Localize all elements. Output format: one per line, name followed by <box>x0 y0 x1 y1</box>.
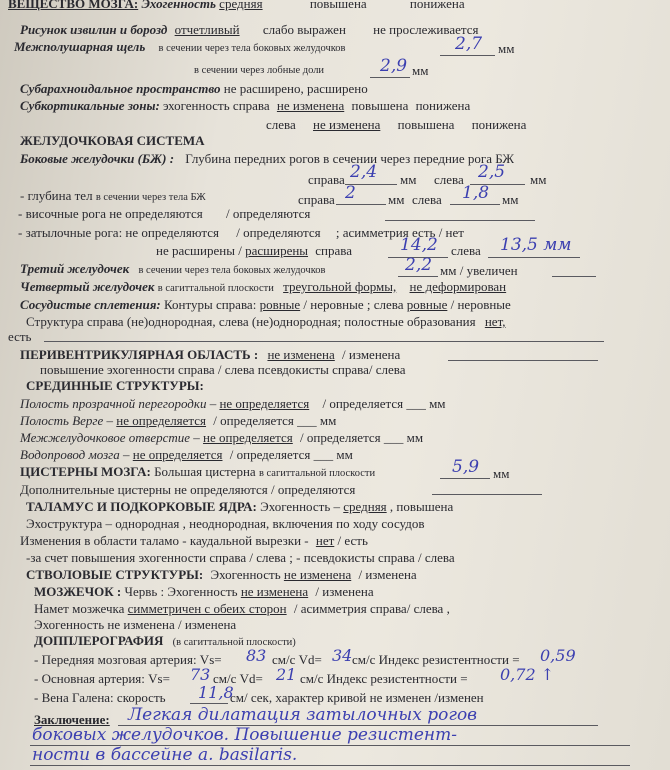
body-left-mm: мм <box>502 192 519 207</box>
fissure-value-1: 2,7 <box>455 34 483 54</box>
conclusion-line-3: ности в бассейне а. basilaris. <box>32 745 298 765</box>
cisterna-magna-section: в сагиттальной плоскости <box>258 468 376 479</box>
median-row-septum <box>20 396 446 411</box>
thalamus-increase: -за счет повышения эхогенности справа / слева ; - псевдокисты справа / слева <box>26 550 455 565</box>
echo-option-decreased: понижена <box>409 0 465 11</box>
subcortical-left-not-changed: не изменена <box>313 117 381 132</box>
temporal-line <box>385 220 535 221</box>
stem-row <box>26 567 417 582</box>
fissure-section-1: в сечении через тела боковых желудочков <box>158 43 346 54</box>
cerebellum-title: МОЗЖЕЧОК : <box>34 584 122 599</box>
occipital-asymmetry: ; асимметрия есть / нет <box>335 225 464 240</box>
periventricular-not-changed: не изменена <box>267 347 335 362</box>
body-right-label: справа <box>298 192 335 207</box>
third-ventricle-section: в сечении через тела боковых желудочков <box>138 265 326 276</box>
foramen-not-determined: не определяется <box>203 430 293 445</box>
third-ventricle-line <box>398 276 438 277</box>
brain-substance-row <box>8 0 465 11</box>
front-right-label: справа <box>308 172 345 187</box>
median-title: СРЕДИННЫЕ СТРУКТУРЫ: <box>26 378 204 393</box>
aqueduct-label: Водопровод мозга – <box>20 447 130 462</box>
cisterna-magna: Большая цистерна <box>154 464 256 479</box>
vermis-changed: / изменена <box>315 584 374 599</box>
occipital-right-label: справа <box>315 243 353 258</box>
thalamus-changes-label: Изменения в области таламо - каудальной вырезки - <box>20 533 309 548</box>
additional-cisterns-line <box>432 494 542 495</box>
thalamus-medium: средняя <box>343 499 387 514</box>
galen-value: 11,8 <box>198 683 234 702</box>
third-ventricle-value: 2,2 <box>405 255 433 275</box>
stem-changed: / изменена <box>358 567 417 582</box>
median-row-foramen <box>20 430 423 445</box>
brain-substance-title: ВЕЩЕСТВО МОЗГА: <box>8 0 139 11</box>
subcortical-right-increased: повышена <box>351 98 409 113</box>
subarachnoid-options: не расширено, расширено <box>223 81 368 96</box>
conclusion-rule-3 <box>30 765 630 766</box>
cisterns-title: ЦИСТЕРНЫ МОЗГА: <box>20 464 151 479</box>
plexus-right-smooth: ровные <box>259 297 301 312</box>
occipital-width-row <box>156 243 352 258</box>
subcortical-right: эхогенность справа <box>163 98 270 113</box>
fourth-ventricle-label: Четвертый желудочек <box>20 279 155 294</box>
third-ventricle-row <box>20 261 325 278</box>
subcortical-right-not-changed: не изменена <box>276 98 345 113</box>
conclusion-label: Заключение: <box>34 712 110 727</box>
cerebellum-echo: Эхогенность не изменена / изменена <box>34 617 237 632</box>
echo-option-increased: повышена <box>309 0 367 11</box>
gyri-option-weak: слабо выражен <box>262 22 346 37</box>
subarachnoid-row <box>20 81 368 96</box>
ba-vd-value: 21 <box>276 665 297 684</box>
body-right-line <box>336 204 386 205</box>
fourth-ventricle-section: в сагиттальной плоскости <box>157 283 274 294</box>
fourth-ventricle-row <box>20 279 506 296</box>
fissure-line-2 <box>370 77 410 78</box>
subcortical-right-decreased: понижена <box>415 98 471 113</box>
widened: расширены <box>245 243 309 258</box>
echo-option-medium: средняя <box>219 0 263 11</box>
subarachnoid-label: Субарахноидальное пространство <box>20 81 221 96</box>
thalamus-changes-row <box>20 533 368 548</box>
third-ventricle-label: Третий желудочек <box>20 261 130 276</box>
tent-row <box>34 601 450 616</box>
ventricular-title: ЖЕЛУДОЧКОВАЯ СИСТЕМА <box>20 133 205 148</box>
subcortical-left-increased: повышена <box>397 117 455 132</box>
aca-label: - Передняя мозговая артерия: Vs= <box>34 652 222 667</box>
vermis-label: Червь : Эхогенность <box>124 584 238 599</box>
occipital-left-label: слева <box>451 243 481 258</box>
front-left-label: слева <box>434 172 464 187</box>
front-right-value: 2,4 <box>350 162 378 182</box>
galen-rest: см/ сек, характер кривой не изменен /изменен <box>230 690 484 705</box>
verga-rest: / определяется ___ мм <box>213 413 337 428</box>
front-depth-label: Глубина передних рогов в сечении через передние рога БЖ <box>185 151 515 166</box>
plexus-text: Контуры справа: <box>163 297 257 312</box>
not-widened: не расширены / <box>156 243 242 258</box>
periventricular-line <box>448 360 598 361</box>
tent-asym: / асимметрия справа/ слева , <box>293 601 450 616</box>
thalamus-changes-no: нет <box>315 533 335 548</box>
fissure-label: Межполушарная щель <box>14 39 146 54</box>
body-left-label: слева <box>412 192 442 207</box>
thalamus-echo-label: Эхогенность – <box>260 499 341 514</box>
aqueduct-not-determined: не определяется <box>132 447 223 462</box>
fourth-ventricle-shape: треугольной формы, <box>283 279 397 294</box>
septum-label: Полость прозрачной перегородки – <box>20 396 217 411</box>
ba-ri-value: 0,72 ↑ <box>500 665 555 684</box>
median-row-verga <box>20 413 336 428</box>
lateral-label: Боковые желудочки (БЖ) : <box>20 151 175 166</box>
temporal-label: - височные рога не определяются <box>18 206 203 221</box>
subcortical-left-decreased: понижена <box>471 117 527 132</box>
cavity-no: нет, <box>484 314 506 329</box>
cerebellum-row <box>34 584 374 599</box>
tent-label: Намет мозжечка <box>34 601 125 616</box>
thalamus-row <box>26 499 453 514</box>
occipital-right-value: 14,2 <box>400 235 438 255</box>
periventricular-row <box>20 347 400 362</box>
fissure-row-1 <box>14 39 346 56</box>
fissure-unit-2: мм <box>412 63 429 78</box>
fissure-section-2: в сечении через лобные доли <box>194 65 325 76</box>
body-depth-section: в сечении через тела БЖ <box>95 192 206 203</box>
cisterna-magna-mm: мм <box>493 466 510 481</box>
conclusion-line-1: Легкая дилатация затылочных рогов <box>128 705 478 725</box>
stem-title: СТВОЛОВЫЕ СТРУКТУРЫ: <box>26 567 204 582</box>
stem-not-changed: не изменена <box>283 567 352 582</box>
thalamus-echostructure: Эхоструктура – однородная , неоднородная, включения по ходу сосудов <box>26 516 425 531</box>
temporal-option: / определяются <box>225 206 311 221</box>
gyri-option-distinct: отчетливый <box>174 22 240 37</box>
doppler-title: ДОППЛЕРОГРАФИЯ <box>34 633 164 648</box>
aca-vd-value: 34 <box>332 646 353 665</box>
periventricular-changed: / изменена <box>342 347 401 362</box>
fissure-unit-1: мм <box>498 41 515 56</box>
plexus-label: Сосудистые сплетения: <box>20 297 161 312</box>
plexus-row <box>20 297 511 312</box>
structure-row <box>26 314 506 329</box>
plexus-rest-1: / неровные ; слева <box>303 297 404 312</box>
third-increased-line <box>552 276 596 277</box>
plexus-left-smooth: ровные <box>406 297 448 312</box>
verga-label: Полость Верге – <box>20 413 114 428</box>
foramen-label: Межжелудочковое отверстие – <box>20 430 200 445</box>
galen-label: - Вена Галена: скорость <box>34 690 166 705</box>
aca-ri-label: см/с Индекс резистентности = <box>352 652 520 667</box>
temporal-row <box>18 206 310 221</box>
tent-symmetric: симметричен с обеих сторон <box>127 601 287 616</box>
stem-echo-label: Эхогенность <box>210 567 281 582</box>
plexus-rest-2: / неровные <box>450 297 511 312</box>
ba-mid: см/с Vd= <box>213 671 263 686</box>
occipital-left-line <box>488 257 580 258</box>
front-left-value: 2,5 <box>478 162 506 182</box>
septum-not-determined: не определяется <box>219 396 310 411</box>
fissure-line-1 <box>440 55 495 56</box>
body-right-value: 2 <box>345 183 356 203</box>
cavity-yes: есть <box>8 329 32 344</box>
body-left-line <box>450 204 500 205</box>
subcortical-left-row <box>266 117 526 132</box>
ba-ri-label: см/с Индекс резистентности = <box>300 671 468 686</box>
thalamus-echo-rest: , повышена <box>389 499 454 514</box>
foramen-rest: / определяется ___ мм <box>300 430 424 445</box>
doppler-plane: (в сагиттальной плоскости) <box>172 637 296 648</box>
additional-cisterns: Дополнительные цистерны не определяются / определяются <box>20 482 356 497</box>
body-depth-label: - глубина тел <box>20 188 93 203</box>
cisterna-magna-value: 5,9 <box>452 457 480 477</box>
septum-rest: / определяется ___ мм <box>322 396 446 411</box>
periventricular-detail: повышение эхогенности справа / слева псевдокисты справа/ слева <box>40 362 406 377</box>
subcortical-label: Субкортикальные зоны: <box>20 98 160 113</box>
aca-mid: см/с Vd= <box>272 652 322 667</box>
gyri-row <box>20 22 478 37</box>
structure-text: Структура справа (не)однородная, слева (не)однородная; полостные образования <box>26 314 476 329</box>
thalamus-changes-rest: / есть <box>337 533 368 548</box>
vermis-not-changed: не изменена <box>240 584 309 599</box>
subcortical-left: слева <box>266 117 296 132</box>
periventricular-title: ПЕРИВЕНТРИКУЛЯРНАЯ ОБЛАСТЬ : <box>20 347 259 362</box>
median-row-aqueduct <box>20 447 353 462</box>
occipital-option: / определяются <box>236 225 321 240</box>
lateral-row <box>20 151 514 166</box>
aca-ri-value: 0,59 <box>540 646 576 665</box>
conclusion-line-2: боковых желудочков. Повышение резистент- <box>32 725 457 745</box>
thalamus-title: ТАЛАМУС И ПОДКОРКОВЫЕ ЯДРА: <box>26 499 257 514</box>
occipital-row <box>18 225 464 240</box>
fissure-value-2: 2,9 <box>380 56 408 76</box>
gyri-option-none: не прослеживается <box>373 22 479 37</box>
cavity-line <box>44 341 604 342</box>
body-depth-row <box>20 188 206 205</box>
aca-vs-value: 83 <box>246 646 267 665</box>
cisterns-row <box>20 464 375 481</box>
ba-label: - Основная артерия: Vs= <box>34 671 170 686</box>
occipital-label: - затылочные рога: не определяются <box>18 225 219 240</box>
body-right-mm: мм <box>388 192 405 207</box>
subcortical-row <box>20 98 470 113</box>
gyri-label: Рисунок извилин и борозд <box>20 22 168 37</box>
fourth-ventricle-deform: не деформирован <box>409 279 507 294</box>
front-left-mm: мм <box>530 172 547 187</box>
galen-line <box>190 703 228 704</box>
verga-not-determined: не определяется <box>116 413 207 428</box>
occipital-left-value: 13,5 мм <box>500 235 572 255</box>
echogenicity-label: Эхогенность <box>141 0 216 11</box>
aqueduct-rest: / определяется ___ мм <box>229 447 353 462</box>
third-ventricle-after: мм / увеличен <box>440 263 518 278</box>
cisterna-magna-line <box>440 478 490 479</box>
body-left-value: 1,8 <box>462 183 490 203</box>
ba-vs-value: 73 <box>190 665 211 684</box>
front-right-mm: мм <box>400 172 417 187</box>
